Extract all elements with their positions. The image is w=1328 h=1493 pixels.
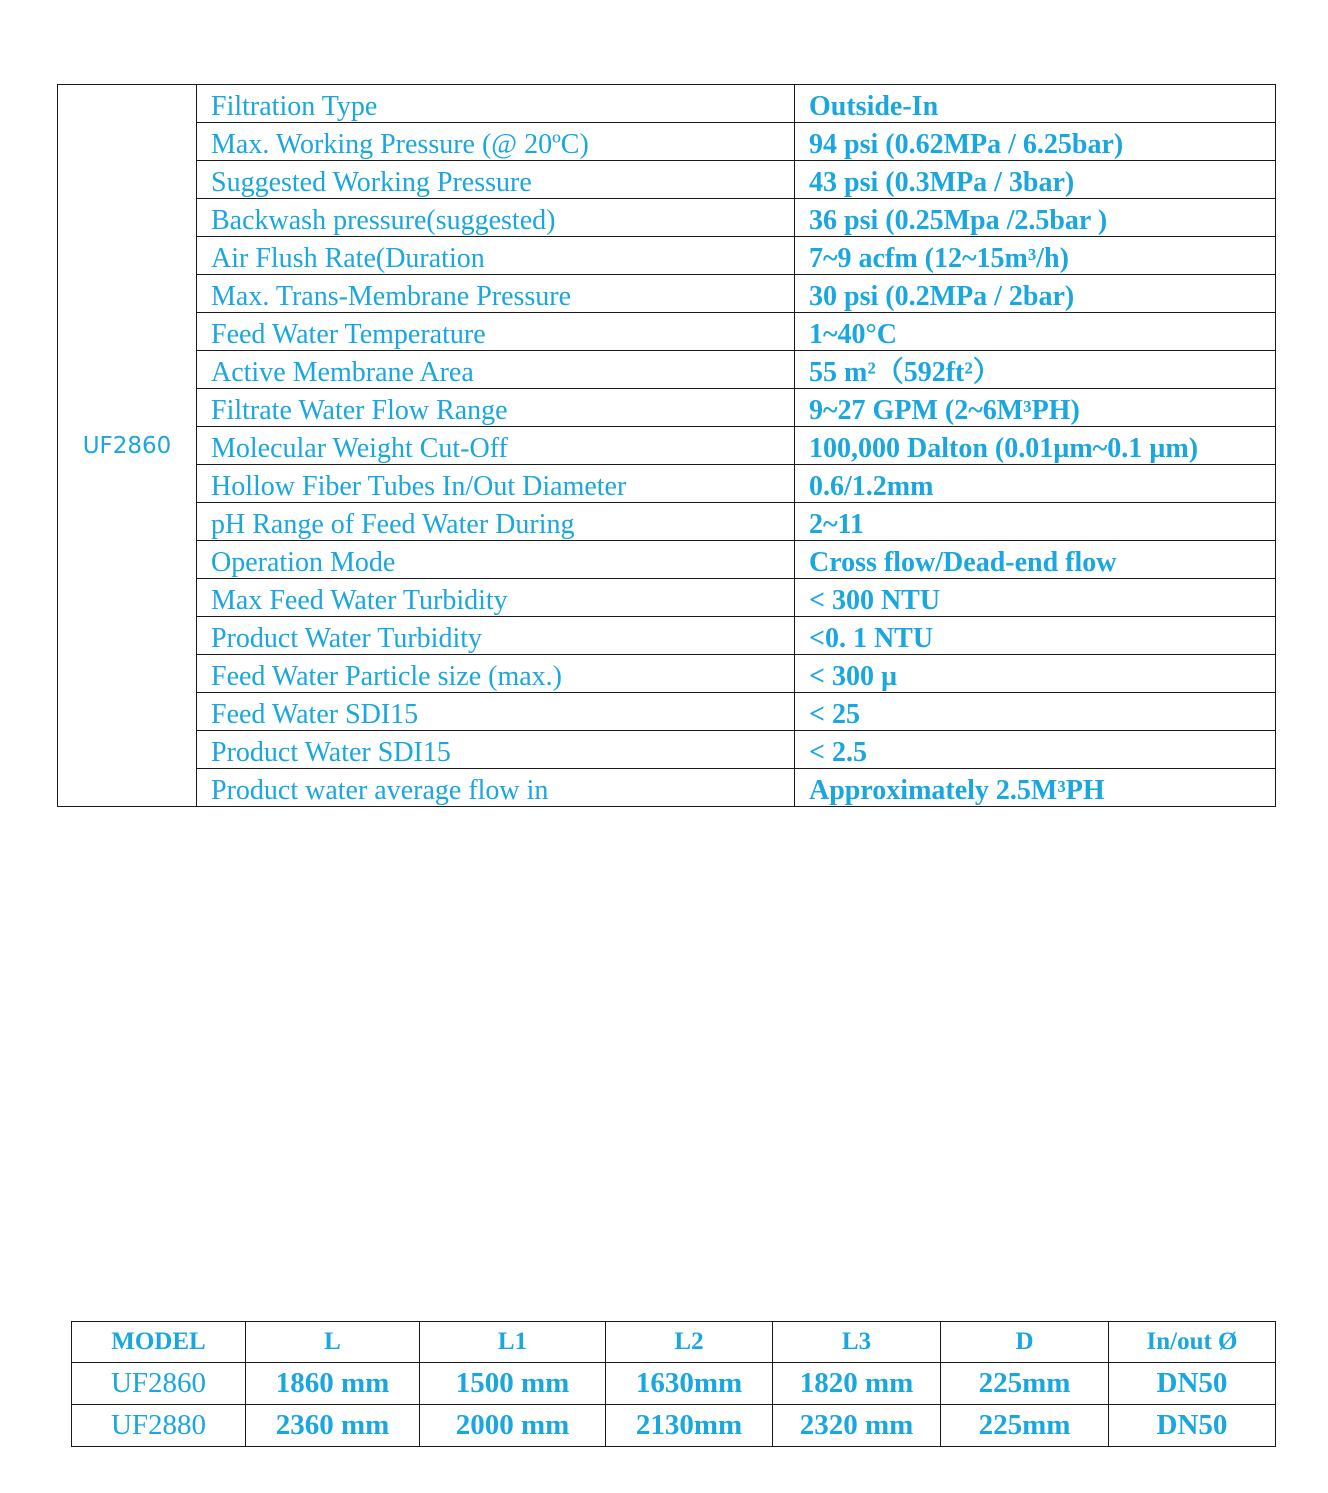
value-cell: <0. 1 NTU (795, 617, 1276, 655)
table-row (58, 769, 1276, 807)
column-header-l3: L3 (773, 1322, 941, 1363)
param-cell: Filtration Type (197, 85, 795, 123)
value-cell: Outside-In (795, 85, 1276, 123)
value-cell: 0.6/1.2mm (795, 465, 1276, 503)
spec-table-body (58, 85, 1276, 807)
table-row (58, 617, 1276, 655)
param-cell: Max Feed Water Turbidity (197, 579, 795, 617)
table-row (58, 503, 1276, 541)
table-row (58, 161, 1276, 199)
table-row (72, 1363, 1276, 1405)
model-cell: UF2860 (72, 1363, 246, 1405)
param-cell: Product water average flow in (197, 769, 795, 807)
param-cell: Filtrate Water Flow Range (197, 389, 795, 427)
table-cell: DN50 (1109, 1405, 1276, 1447)
param-cell: Suggested Working Pressure (197, 161, 795, 199)
param-cell: Feed Water SDI15 (197, 693, 795, 731)
param-cell: Max. Working Pressure (@ 20ºC) (197, 123, 795, 161)
table-row (58, 579, 1276, 617)
table-cell: 1500 mm (420, 1363, 606, 1405)
param-cell: Product Water SDI15 (197, 731, 795, 769)
table-cell: 2000 mm (420, 1405, 606, 1447)
column-header-d: D (941, 1322, 1109, 1363)
param-cell: Operation Mode (197, 541, 795, 579)
value-cell: Approximately 2.5M³PH (795, 769, 1276, 807)
param-cell: Active Membrane Area (197, 351, 795, 389)
value-cell: 1~40°C (795, 313, 1276, 351)
value-cell: 36 psi (0.25Mpa /2.5bar ) (795, 199, 1276, 237)
value-cell: 2~11 (795, 503, 1276, 541)
value-cell: 43 psi (0.3MPa / 3bar) (795, 161, 1276, 199)
table-row (58, 313, 1276, 351)
table-row (58, 655, 1276, 693)
model-cell: UF2880 (72, 1405, 246, 1447)
column-header-inout: In/out Ø (1109, 1322, 1276, 1363)
table-row (58, 199, 1276, 237)
param-cell: Molecular Weight Cut-Off (197, 427, 795, 465)
param-cell: Max. Trans-Membrane Pressure (197, 275, 795, 313)
table-row (58, 427, 1276, 465)
param-cell: Hollow Fiber Tubes In/Out Diameter (197, 465, 795, 503)
table-row (58, 541, 1276, 579)
header-row (72, 1322, 1276, 1363)
table-row (58, 85, 1276, 123)
value-cell: 100,000 Dalton (0.01µm~0.1 µm) (795, 427, 1276, 465)
table-row (72, 1405, 1276, 1447)
table-row (58, 351, 1276, 389)
param-cell: Feed Water Temperature (197, 313, 795, 351)
value-cell: 9~27 GPM (2~6M³PH) (795, 389, 1276, 427)
table-row (58, 123, 1276, 161)
table-cell: 1820 mm (773, 1363, 941, 1405)
value-cell: Cross flow/Dead-end flow (795, 541, 1276, 579)
dimension-table (71, 1321, 1276, 1447)
param-cell: Product Water Turbidity (197, 617, 795, 655)
value-cell: 30 psi (0.2MPa / 2bar) (795, 275, 1276, 313)
param-cell: pH Range of Feed Water During (197, 503, 795, 541)
value-cell: 55 m²（592ft²） (795, 351, 1276, 389)
column-header-l1: L1 (420, 1322, 606, 1363)
value-cell: < 2.5 (795, 731, 1276, 769)
value-cell: 7~9 acfm (12~15m³/h) (795, 237, 1276, 275)
table-cell: 2360 mm (246, 1405, 420, 1447)
table-cell: 2130mm (606, 1405, 773, 1447)
table-cell: 1630mm (606, 1363, 773, 1405)
value-cell: 94 psi (0.62MPa / 6.25bar) (795, 123, 1276, 161)
table-row (58, 237, 1276, 275)
table-cell: 2320 mm (773, 1405, 941, 1447)
table-cell: 1860 mm (246, 1363, 420, 1405)
column-header-l2: L2 (606, 1322, 773, 1363)
table-row (58, 389, 1276, 427)
table-row (58, 693, 1276, 731)
param-cell: Backwash pressure(suggested) (197, 199, 795, 237)
table-row (58, 731, 1276, 769)
model-cell: UF2860 (58, 85, 197, 807)
table-cell: DN50 (1109, 1363, 1276, 1405)
value-cell: < 25 (795, 693, 1276, 731)
column-header-model: MODEL (72, 1322, 246, 1363)
table-cell: 225mm (941, 1363, 1109, 1405)
value-cell: < 300 µ (795, 655, 1276, 693)
param-cell: Feed Water Particle size (max.) (197, 655, 795, 693)
spec-table (57, 84, 1276, 807)
table-row (58, 275, 1276, 313)
table-cell: 225mm (941, 1405, 1109, 1447)
column-header-l: L (246, 1322, 420, 1363)
param-cell: Air Flush Rate(Duration (197, 237, 795, 275)
value-cell: < 300 NTU (795, 579, 1276, 617)
table-row (58, 465, 1276, 503)
